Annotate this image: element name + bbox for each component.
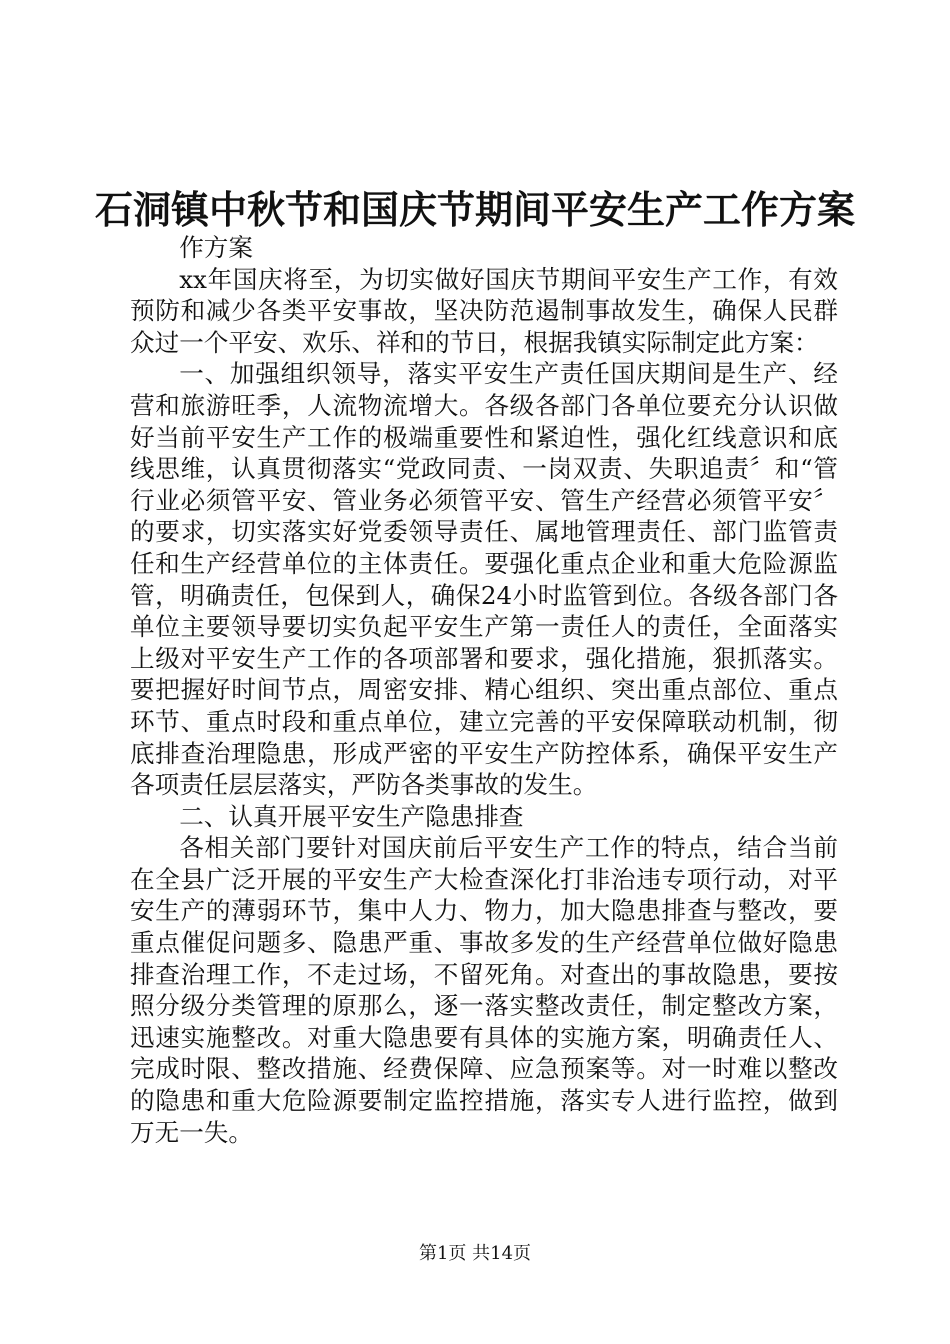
paragraph-preamble: xx年国庆将至，为切实做好国庆节期间平安生产工作，有效预防和减少各类平安事故，坚决防范遏制事故发生，确保人民群众过一个平安、欢乐、祥和的节日，根据我镇实际制定此方案：: [130, 264, 838, 357]
page-number-footer: 第1页 共14页: [418, 1243, 532, 1264]
paragraph-section-2-body: 各相关部门要针对国庆前后平安生产工作的特点，结合当前在全县广泛开展的平安生产大检查深化打非治违专项行动，对平安生产的薄弱环节，集中人力、物力，加大隐患排查与整改，要重点催促问题多、隐患严重、事故多发的生产经营单位做好隐患排查治理工作，不走过场，不留死角。对查出的事故隐患，要按照分级分类管理的原那么，逐一落实整改责任，制定整改方案，迅速实施整改。对重大隐患要有具体的实施方案，明确责任人、完成时限、整改措施、经费保障、应急预案等。对一时难以整改的隐患和重大危险源要制定监控措施，落实专人进行监控，做到万无一失。: [130, 833, 838, 1147]
document-body: [130, 232, 838, 1148]
paragraph-intro-fragment: 作方案: [179, 233, 253, 262]
document-title: 石洞镇中秋节和国庆节期间平安生产工作方案: [94, 187, 855, 232]
paragraph-section-1: 一、加强组织领导，落实平安生产责任国庆期间是生产、经营和旅游旺季，人流物流增大。各级各部门各单位要充分认识做好当前平安生产工作的极端重要性和紧迫性，强化红线意识和底线思维，认真贯彻落实“党政同责、一岗双责、失职追责〞和“管行业必须管平安、管业务必须管平安、管生产经营必须管平安〞的要求，切实落实好党委领导责任、属地管理责任、部门监管责任和生产经营单位的主体责任。要强化重点企业和重大危险源监管，明确责任，包保到人，确保24小时监管到位。各级各部门各单位主要领导要切实负起平安生产第一责任人的责任，全面落实上级对平安生产工作的各项部署和要求，强化措施，狠抓落实。要把握好时间节点，周密安排、精心组织、突出重点部位、重点环节、重点时段和重点单位，建立完善的平安保障联动机制，彻底排查治理隐患，形成严密的平安生产防控体系，确保平安生产各项责任层层落实，严防各类事故的发生。: [130, 359, 838, 800]
paragraph-section-2-heading: 二、认真开展平安生产隐患排查: [179, 801, 524, 831]
